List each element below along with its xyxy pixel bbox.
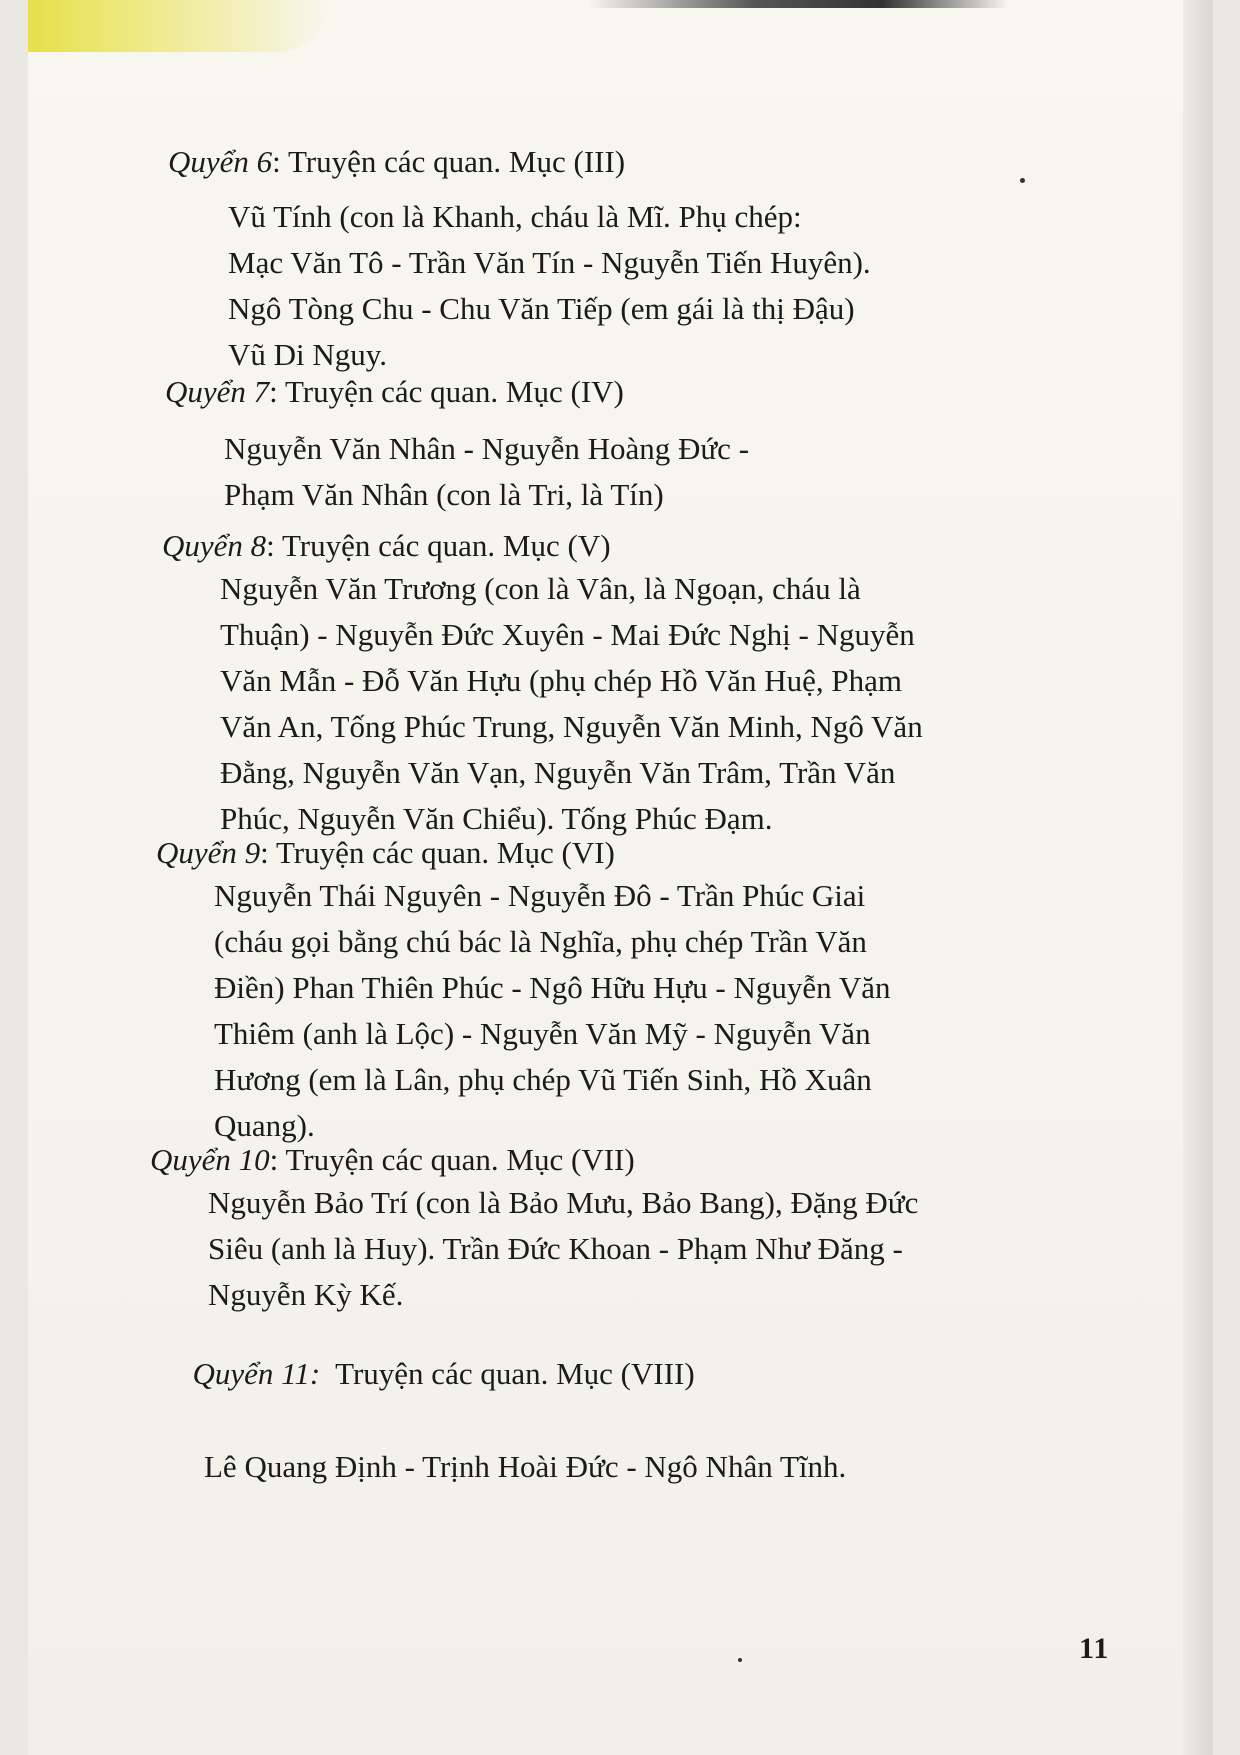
section-heading [28, 142, 1128, 182]
text-line: Nguyễn Bảo Trí (con là Bảo Mưu, Bảo Bang), Đặng Đức [208, 1185, 919, 1220]
section-heading [28, 372, 1128, 412]
text-line: Nguyễn Văn Trương (con là Vân, là Ngoạn, cháu là [220, 571, 861, 606]
text-line: (cháu gọi bằng chú bác là Nghĩa, phụ chép Trần Văn [214, 924, 867, 959]
text-line: Văn Mẫn - Đỗ Văn Hựu (phụ chép Hồ Văn Huệ, Phạm [220, 663, 903, 698]
section-body [28, 1180, 1128, 1318]
text-line: Vũ Di Nguy. [228, 337, 388, 372]
section-title: : Truyện các quan. Mục (V) [266, 528, 611, 563]
text-line: Mạc Văn Tô - Trần Văn Tín - Nguyễn Tiến Huyên). [228, 245, 871, 280]
volume-label: Quyển 10 [150, 1142, 270, 1177]
text-line: Phạm Văn Nhân (con là Tri, là Tín) [224, 477, 664, 512]
text-line: Phúc, Nguyễn Văn Chiểu). Tống Phúc Đạm. [220, 801, 773, 836]
volume-label: Quyển 11: [192, 1356, 321, 1391]
section-volume-6 [28, 142, 1128, 378]
text-line: Nguyễn Kỳ Kế. [208, 1277, 404, 1312]
speck-mark [738, 1658, 742, 1662]
text-line: Thiêm (anh là Lộc) - Nguyễn Văn Mỹ - Nguyễn Văn [214, 1016, 871, 1051]
section-heading [28, 1314, 1128, 1434]
section-body [28, 873, 1128, 1149]
page-number: 11 [1079, 1632, 1110, 1665]
text-line: Thuận) - Nguyễn Đức Xuyên - Mai Đức Nghị - Nguyễn [220, 617, 915, 652]
section-title: : Truyện các quan. Mục (III) [272, 144, 626, 179]
page-edge-shadow [1183, 0, 1213, 1755]
section-body [28, 1444, 1128, 1490]
volume-label: Quyển 9 [156, 835, 261, 870]
page-stain [28, 0, 328, 52]
text-line: Văn An, Tống Phúc Trung, Nguyễn Văn Minh, Ngô Văn [220, 709, 923, 744]
text-line: Quang). [214, 1108, 315, 1143]
section-volume-8 [28, 526, 1128, 842]
section-volume-7 [28, 372, 1128, 518]
section-title: : Truyện các quan. Mục (VII) [269, 1142, 635, 1177]
text-line: Ngô Tòng Chu - Chu Văn Tiếp (em gái là thị Đậu) [228, 291, 855, 326]
text-line: Đằng, Nguyễn Văn Vạn, Nguyễn Văn Trâm, Trần Văn [220, 755, 896, 790]
section-volume-9 [28, 833, 1128, 1149]
volume-label: Quyển 8 [162, 528, 267, 563]
section-volume-11 [28, 1314, 1128, 1490]
section-title: : Truyện các quan. Mục (IV) [269, 374, 624, 409]
section-body [28, 194, 1128, 378]
book-page [28, 0, 1213, 1755]
text-line: Lê Quang Định - Trịnh Hoài Đức - Ngô Nhân Tĩnh. [204, 1449, 847, 1484]
text-line: Nguyễn Thái Nguyên - Nguyễn Đô - Trần Phúc Giai [214, 878, 866, 913]
section-title: Truyện các quan. Mục (VIII) [320, 1356, 695, 1391]
scan-edge-shadow [588, 0, 1008, 8]
speck-mark [1020, 178, 1025, 183]
section-heading [28, 1140, 1128, 1180]
text-line: Nguyễn Văn Nhân - Nguyễn Hoàng Đức - [224, 431, 750, 466]
section-heading [28, 833, 1128, 873]
text-line: Vũ Tính (con là Khanh, cháu là Mĩ. Phụ chép: [228, 199, 802, 234]
text-line: Hương (em là Lân, phụ chép Vũ Tiến Sinh, Hồ Xuân [214, 1062, 872, 1097]
section-title: : Truyện các quan. Mục (VI) [260, 835, 615, 870]
section-heading [28, 526, 1128, 566]
section-body [28, 426, 1128, 518]
section-body [28, 566, 1128, 842]
text-line: Siêu (anh là Huy). Trần Đức Khoan - Phạm Như Đăng - [208, 1231, 903, 1266]
section-volume-10 [28, 1140, 1128, 1318]
volume-label: Quyển 6 [168, 144, 273, 179]
volume-label: Quyển 7 [165, 374, 270, 409]
text-line: Điền) Phan Thiên Phúc - Ngô Hữu Hựu - Nguyễn Văn [214, 970, 891, 1005]
